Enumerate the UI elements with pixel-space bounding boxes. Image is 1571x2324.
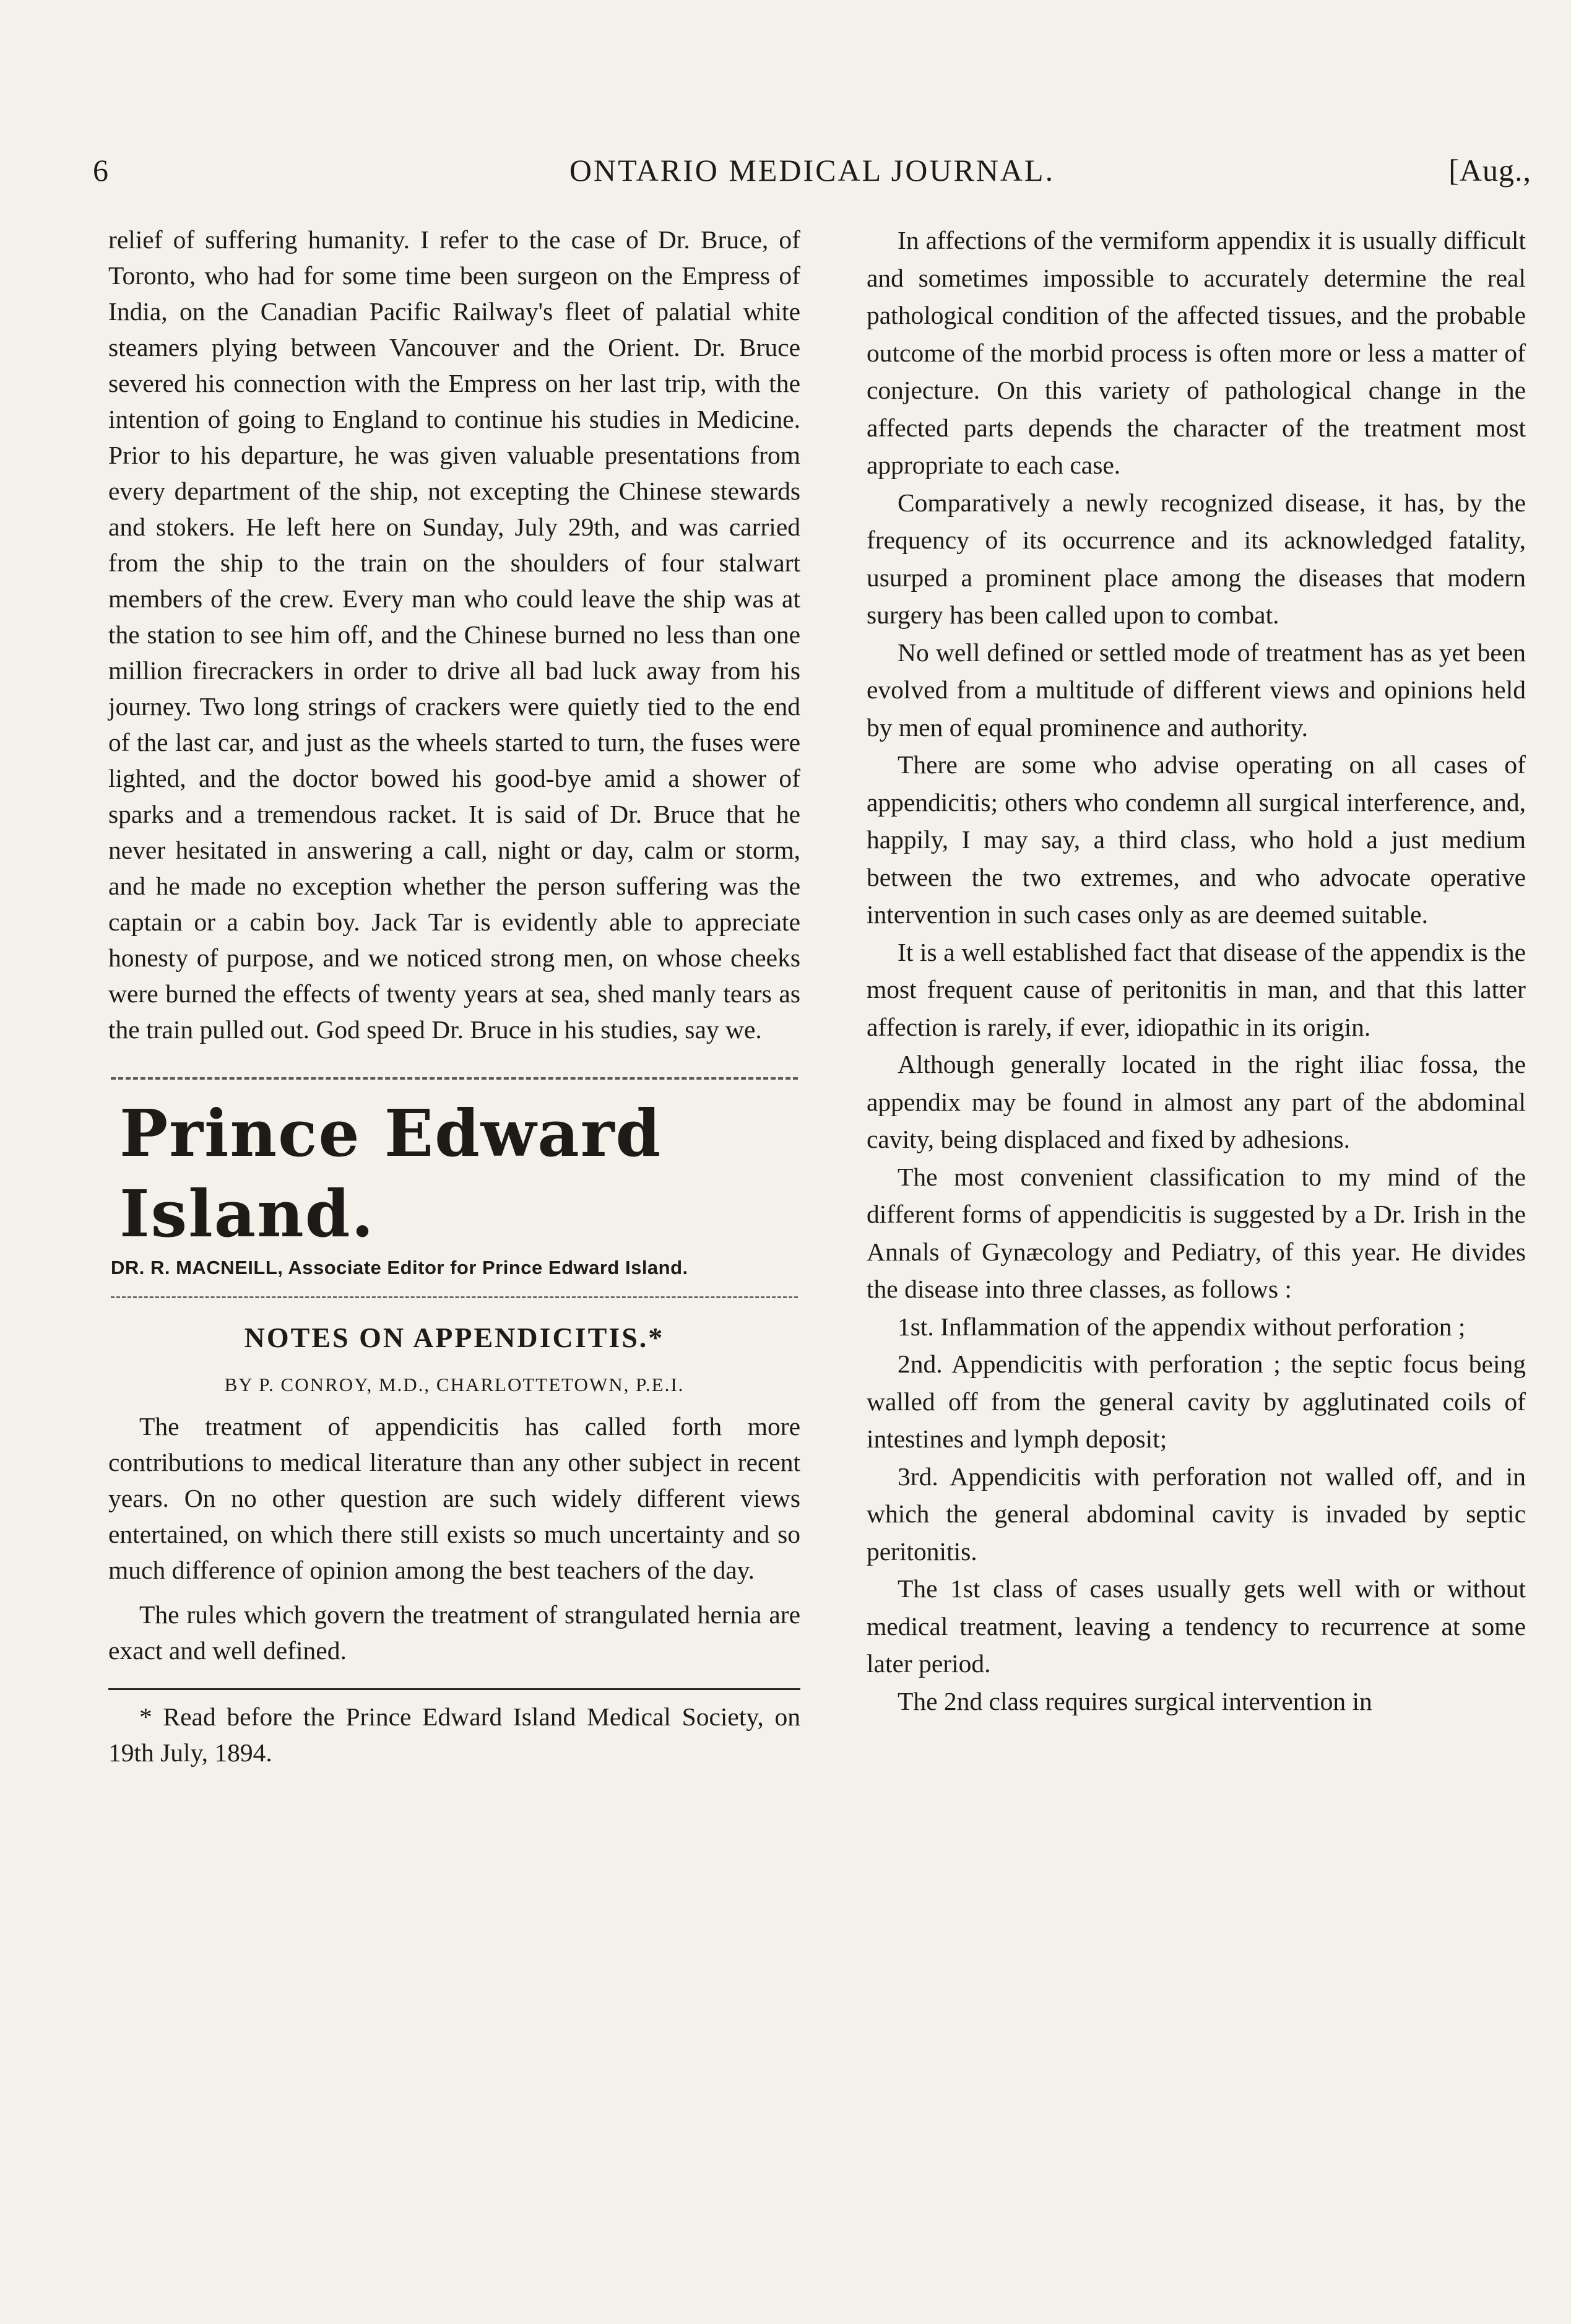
article-byline: BY P. CONROY, M.D., CHARLOTTETOWN, P.E.I.	[224, 1374, 685, 1395]
running-head	[93, 152, 1531, 202]
classification-item-3: 3rd. Appendicitis with perforation not walled off, and in which the general abdominal cavity is invaded by septic peritonitis.	[867, 1462, 1526, 1566]
classification-item-1: 1st. Inflammation of the appendix without perforation ;	[898, 1312, 1466, 1341]
article-paragraph: The most convenient classification to my mind of the different forms of appendicitis is suggested by a Dr. Irish in the Annals of Gynæcology and Pediatry, of this year. He divides the disease into three classes, as follows :	[867, 1162, 1526, 1303]
footnote: * Read before the Prince Edward Island Medical Society, on 19th July, 1894.	[108, 1702, 800, 1767]
article-paragraph: There are some who advise operating on all cases of appendicitis; others who condemn all surgical interference, and, happily, I may say, a third class, who hold a just medium between the two extremes, and who advocate operative intervention in such cases only as are deemed suitable.	[867, 750, 1526, 929]
article-paragraph: It is a well established fact that disease of the appendix is the most frequent cause of peritonitis in man, and that this latter affection is rarely, if ever, idiopathic in its origin.	[867, 937, 1526, 1041]
section-divider	[111, 1077, 798, 1080]
continuation-paragraph: relief of suffering humanity. I refer to the case of Dr. Bruce, of Toronto, who had for some time been surgeon on the Empress of India, on the Canadian Pacific Railway's fleet of palatial white steamers plying between Vancouver and the Orient. Dr. Bruce severed his connection with the Empress on her last trip, with the intention of going to England to continue his studies in Medicine. Prior to his departure, he was given valuable presentations from every department of the ship, not excepting the Chinese stewards and stokers. He left here on Sunday, July 29th, and was carried from the ship to the train on the shoulders of four stalwart members of the crew. Every man who could leave the ship was at the station to see him off, and the Chinese burned no less than one million firecrackers in order to drive all bad luck away from his journey. Two long strings of crackers were quietly tied to the end of the last car, and just as the wheels started to turn, the fuses were lighted, and the doctor bowed his good-bye amid a shower of sparks and a tremendous racket. It is said of Dr. Bruce that he never hesitated in answering a call, night or day, calm or storm, and he made no exception whether the person suffering was the captain or a cabin boy. Jack Tar is evidently able to appreciate honesty of purpose, and we noticed strong men, on whose cheeks were burned the effects of twenty years at sea, shed manly tears as the train pulled out. God speed Dr. Bruce in his studies, say we.	[108, 225, 800, 1044]
article-paragraph: No well defined or settled mode of treatment has as yet been evolved from a multitude of different views and opinions held by men of equal prominence and authority.	[867, 638, 1526, 742]
article-paragraph: The 1st class of cases usually gets well with or without medical treatment, leaving a tendency to recurrence at some later period.	[867, 1574, 1526, 1678]
article-title: NOTES ON APPENDICITIS.*	[244, 1322, 665, 1353]
journal-title: ONTARIO MEDICAL JOURNAL.	[569, 153, 1055, 188]
footnote-rule	[108, 1688, 800, 1690]
article-paragraph: In affections of the vermiform appendix it is usually difficult and sometimes impossible to accurately determine the real pathological condition of the affected tissues, and the probable outcome of the morbid process is often more or less a matter of conjecture. On this variety of pathological change in the affected parts depends the character of the treatment most appropriate to each case.	[867, 226, 1526, 479]
issue-date: [Aug.,	[1448, 153, 1531, 188]
left-column	[108, 222, 800, 1771]
editor-divider	[111, 1296, 798, 1298]
article-paragraph: Although generally located in the right iliac fossa, the appendix may be found in almost any part of the abdominal cavity, being displaced and fixed by adhesions.	[867, 1050, 1526, 1153]
article-paragraph: The treatment of appendicitis has called forth more contributions to medical literature than any other subject in recent years. On no other question are such widely different views entertained, on which there still exists so much uncertainty and so much difference of opinion among the best teachers of the day.	[108, 1412, 800, 1584]
classification-item-2: 2nd. Appendicitis with perforation ; the septic focus being walled off from the general cavity by agglutinated coils of intestines and lymph deposit;	[867, 1350, 1526, 1453]
right-column	[867, 222, 1526, 1720]
article-paragraph: The rules which govern the treatment of strangulated hernia are exact and well defined.	[108, 1600, 800, 1665]
article-paragraph: The 2nd class requires surgical intervention in	[898, 1686, 1372, 1715]
section-title: Prince Edward Island.	[119, 1095, 662, 1252]
page-number: 6	[93, 153, 108, 188]
article-paragraph: Comparatively a newly recognized disease, it has, by the frequency of its occurrence and its acknowledged fatality, usurped a prominent place among the diseases that modern surgery has been called upon to combat.	[867, 488, 1526, 629]
section-editor: DR. R. MACNEILL, Associate Editor for Prince Edward Island.	[111, 1257, 688, 1278]
